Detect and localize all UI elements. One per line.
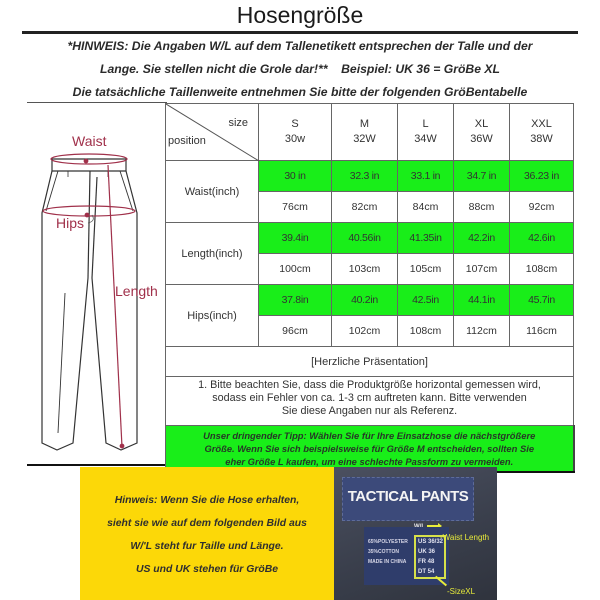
length-label: Length — [115, 283, 158, 299]
table-cell: 112cm — [454, 316, 510, 347]
table-cell: 82cm — [332, 192, 398, 223]
table-cell: 30 in — [259, 161, 332, 192]
brand-patch-text: TACTICAL PANTS — [347, 488, 469, 505]
table-cell: 102cm — [332, 316, 398, 347]
hint-line-4: US und UK stehen für GröBe — [135, 564, 278, 575]
table-cell: 32.3 in — [332, 161, 398, 192]
waist-length-annotation: -Waist Length — [440, 533, 490, 542]
table-cell: 108cm — [398, 316, 454, 347]
size-chart-table — [165, 103, 575, 473]
size-header-s: S 30w — [259, 104, 332, 161]
table-row-waist-inch — [166, 161, 574, 192]
table-cell: 84cm — [398, 192, 454, 223]
hint-line-1: Hinweis: Wenn Sie die Hose erhalten, — [114, 495, 300, 506]
table-cell: 76cm — [259, 192, 332, 223]
size-header-m: M 32W — [332, 104, 398, 161]
table-cell: 42.6in — [510, 223, 574, 254]
table-cell: 103cm — [332, 254, 398, 285]
table-cell: 44.1in — [454, 285, 510, 316]
table-cell: 88cm — [454, 192, 510, 223]
notice-line-1: *HINWEIS: Die Angaben W/L auf dem Tallenetikett entsprechen der Talle und der — [67, 39, 533, 53]
table-cell: 105cm — [398, 254, 454, 285]
size-header-xl: XL 36W — [454, 104, 510, 161]
table-cell: 33.1 in — [398, 161, 454, 192]
remark-row — [166, 377, 574, 426]
tipp-row — [166, 426, 574, 472]
pants-outline-icon — [30, 103, 165, 458]
table-cell: 116cm — [510, 316, 574, 347]
table-cell: 41.35in — [398, 223, 454, 254]
table-cell: 42.2in — [454, 223, 510, 254]
table-cell: 45.7in — [510, 285, 574, 316]
pants-diagram — [30, 103, 165, 458]
size-tip: Unser dringender Tipp: Wählen Sie für Ihre Einsatzhose die nächstgrößere Größe. Wenn Sie sich beispielsweise für Größe M entscheiden, sollten Sie eher Größe L kaufen, um eine schlechte Passform zu vermeiden. — [166, 426, 574, 472]
measurement-remark: 1. Bitte beachten Sie, dass die Produktgröße horizontal gemessen wird, sodass ein Fehler von ca. 1-3 cm auftreten kann. Bitte verwenden Sie diese Angaben nur als Referenz. — [166, 377, 574, 426]
row-label-length: Length(inch) — [166, 223, 259, 285]
diagram-bottom-divider — [27, 464, 167, 466]
hint-line-2: sieht sie wie auf dem folgenden Bild aus — [107, 518, 307, 529]
table-cell: 107cm — [454, 254, 510, 285]
brand-patch — [342, 477, 474, 521]
row-label-waist: Waist(inch) — [166, 161, 259, 223]
table-cell: 42.5in — [398, 285, 454, 316]
size-header-xxl: XXL 38W — [510, 104, 574, 161]
hint-line-3: W/'L steht fur Taille und Länge. — [130, 541, 284, 552]
table-cell: 40.56in — [332, 223, 398, 254]
row-label-hips: Hips(inch) — [166, 285, 259, 347]
size-codes-box: US 36/32 UK 36 FR 48 DT 54 — [414, 535, 446, 579]
table-cell: 40.2in — [332, 285, 398, 316]
table-cell: 36.23 in — [510, 161, 574, 192]
table-row-length-inch — [166, 223, 574, 254]
presentation-row — [166, 347, 574, 377]
presentation-caption: [Herzliche Präsentation] — [166, 347, 574, 377]
table-cell: 34.7 in — [454, 161, 510, 192]
waist-label: Waist — [72, 133, 107, 149]
table-cell: 96cm — [259, 316, 332, 347]
table-row-hips-inch — [166, 285, 574, 316]
position-axis-label: position — [168, 135, 206, 147]
table-cell: 108cm — [510, 254, 574, 285]
table-cell: 92cm — [510, 192, 574, 223]
corner-cell — [166, 104, 259, 161]
table-cell: 37.8in — [259, 285, 332, 316]
title-divider — [22, 31, 578, 34]
hips-label: Hips — [56, 215, 85, 231]
notice-line-2: Lange. Sie stellen nicht die Grole dar!** Beispiel: UK 36 = GröBe XL — [100, 62, 500, 76]
notice-line-3: Die tatsächliche Taillenweite entnehmen Sie bitte der folgenden GröBentabelle — [72, 85, 528, 99]
fabric-info: 65%POLYESTER 35%COTTON MADE IN CHINA — [368, 539, 408, 565]
label-hint-box — [80, 467, 334, 600]
pants-label-photo — [334, 467, 497, 600]
page-title: Hosengröße — [236, 2, 364, 28]
table-cell: 100cm — [259, 254, 332, 285]
size-axis-label: size — [228, 117, 248, 129]
table-cell: 39.4in — [259, 223, 332, 254]
size-annotation: -SizeXL — [447, 587, 476, 596]
notice-block — [0, 35, 600, 104]
size-header-l: L 34W — [398, 104, 454, 161]
table-header-row — [166, 104, 574, 161]
diagonal-divider-icon — [166, 104, 259, 161]
